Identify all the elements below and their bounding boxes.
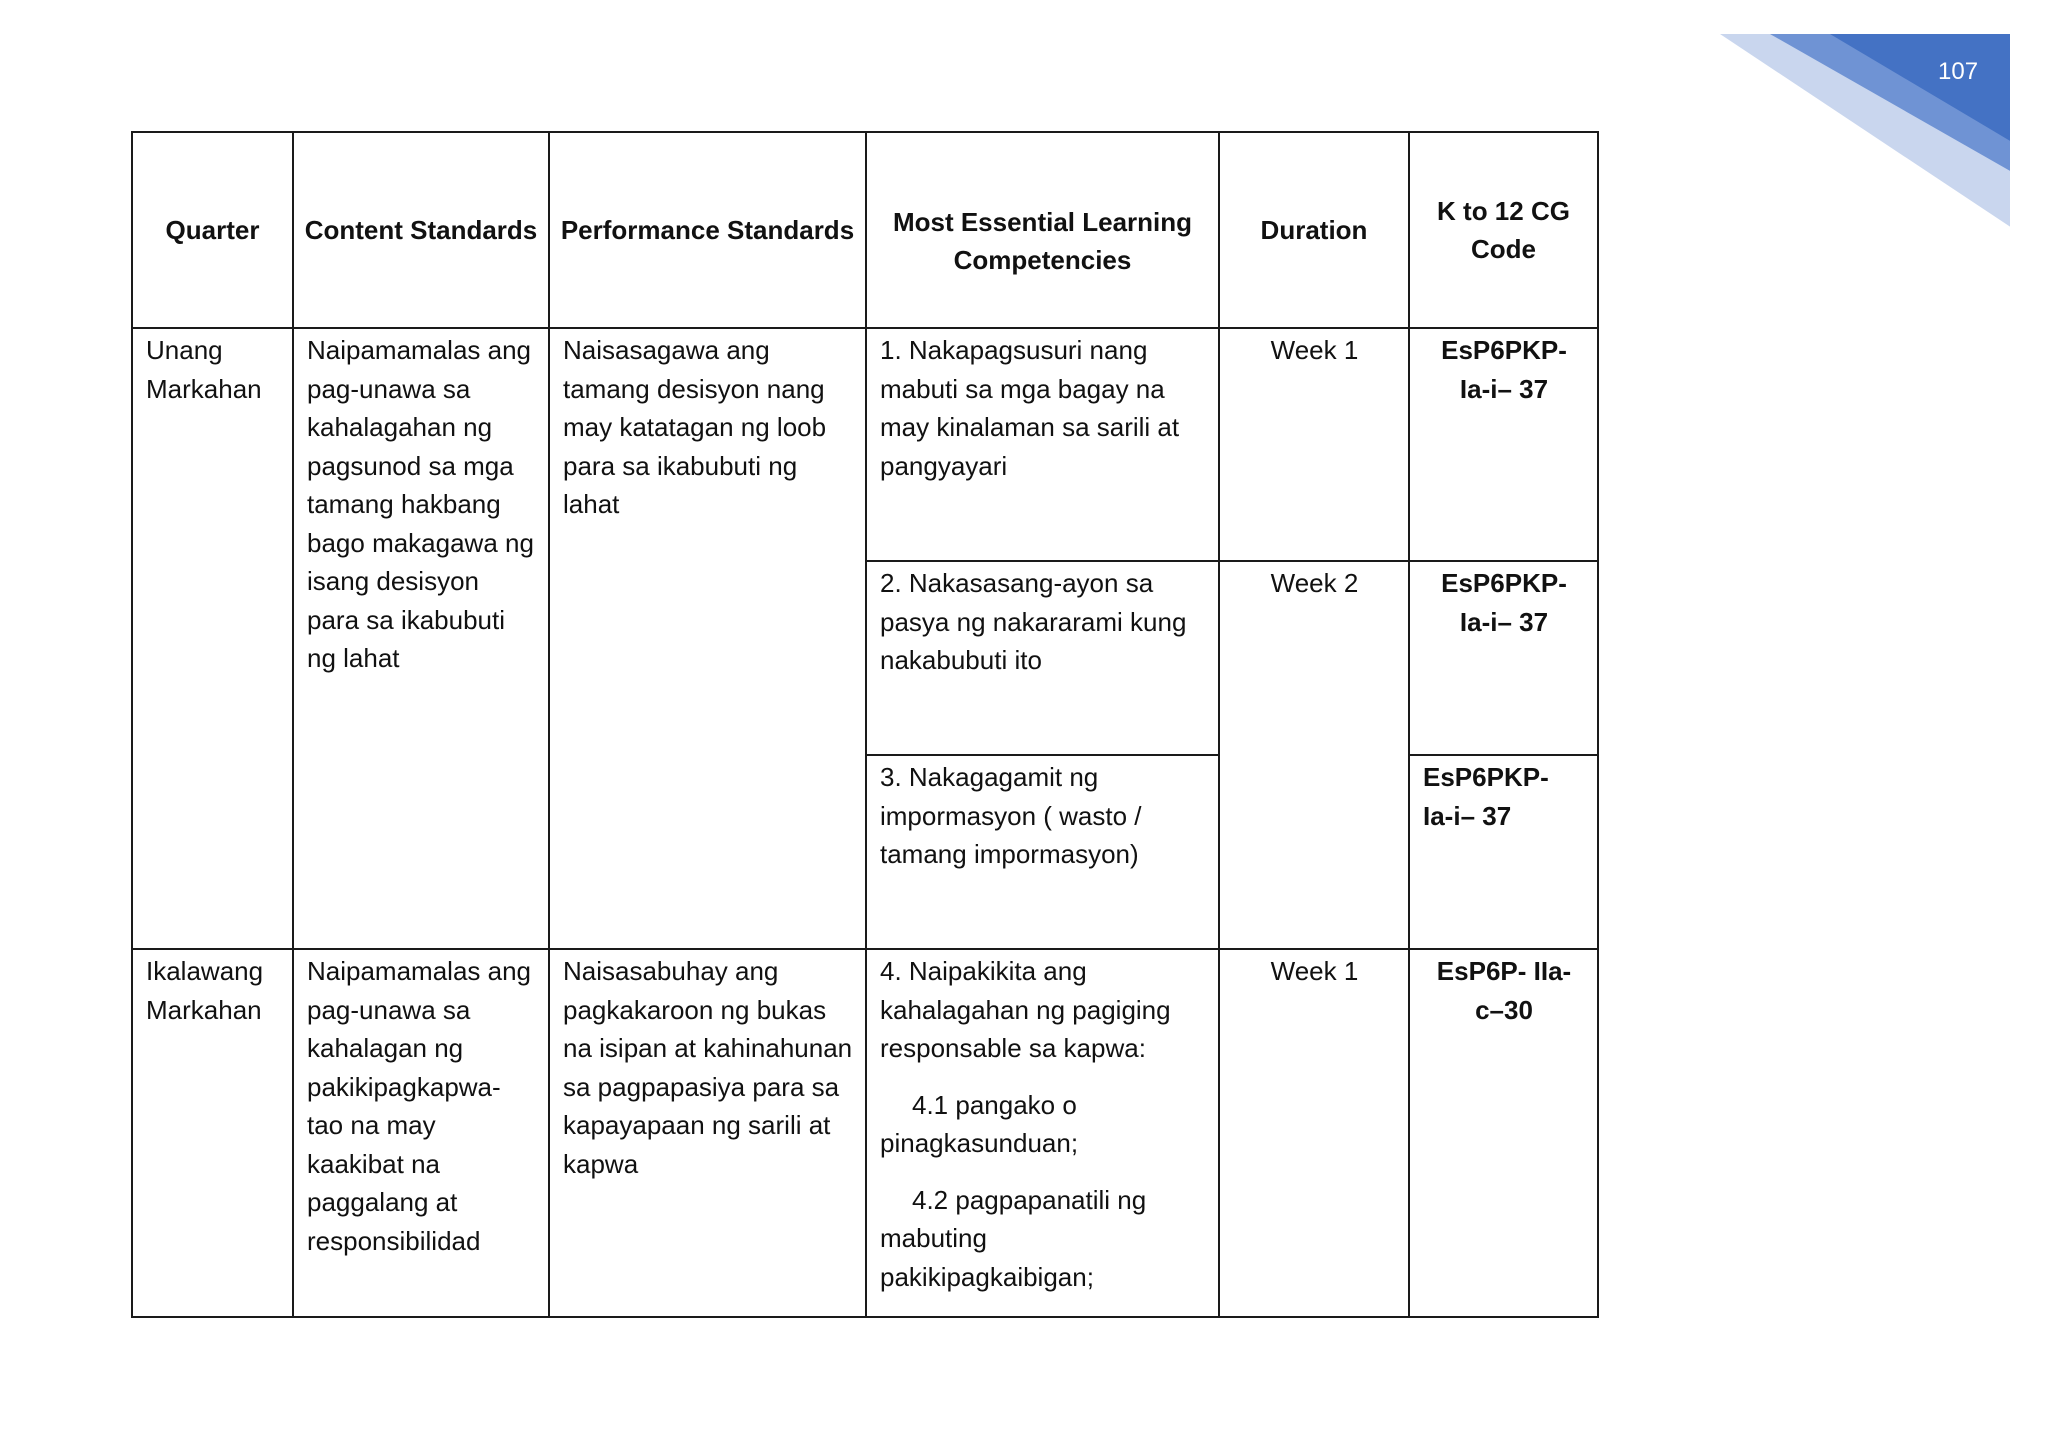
quarter-cell: Unang Markahan	[132, 328, 293, 949]
header-quarter: Quarter	[132, 132, 293, 328]
table-row	[132, 949, 1598, 1317]
performance-standards-cell: Naisasagawa ang tamang desisyon nang may katatagan ng loob para sa ikabubuti ng lahat	[549, 328, 866, 949]
content-standards-cell: Naipamamalas ang pag-unawa sa kahalagahan ng pagsunod sa mga tamang hakbang bago makagawa ng isang desisyon para sa ikabubuti ng lahat	[293, 328, 549, 949]
code-cell: EsP6PKP- Ia-i– 37	[1409, 755, 1598, 949]
header-competencies: Most Essential Learning Competencies	[866, 132, 1219, 328]
page-number: 107	[1938, 58, 1979, 85]
table-row	[132, 328, 1598, 561]
content-standards-cell: Naipamamalas ang pag-unawa sa kahalagan ng pakikipagkapwa-tao na may kaakibat na paggalang at responsibilidad	[293, 949, 549, 1317]
header-code: K to 12 CG Code	[1409, 132, 1598, 328]
competency-sub-item: 4.2 pagpapanatili ng mabuting pakikipagkaibigan;	[880, 1184, 1147, 1292]
header-duration: Duration	[1219, 132, 1409, 328]
performance-standards-cell: Naisasabuhay ang pagkakaroon ng bukas na isipan at kahinahunan sa pagpapasiya para sa kapayapaan ng sarili at kapwa	[549, 949, 866, 1317]
competency-text: 4. Naipakikita ang kahalagahan ng pagiging responsable sa kapwa:	[880, 956, 1171, 1063]
header-content-standards: Content Standards	[293, 132, 549, 328]
duration-cell: Week 1	[1219, 328, 1409, 561]
duration-cell: Week 1	[1219, 949, 1409, 1317]
code-cell: EsP6P- IIa-c–30	[1409, 949, 1598, 1317]
competency-cell: 2. Nakasasang-ayon sa pasya ng nakararami kung nakabubuti ito	[866, 561, 1219, 755]
curriculum-table	[131, 131, 1599, 1318]
code-cell: EsP6PKP- Ia-i– 37	[1409, 561, 1598, 755]
competency-cell: 3. Nakagagamit ng impormasyon ( wasto / tamang impormasyon)	[866, 755, 1219, 949]
duration-cell: Week 2	[1219, 561, 1409, 949]
competency-cell	[866, 949, 1219, 1317]
code-cell: EsP6PKP- Ia-i– 37	[1409, 328, 1598, 561]
competency-cell: 1. Nakapagsusuri nang mabuti sa mga bagay na may kinalaman sa sarili at pangyayari	[866, 328, 1219, 561]
competency-sub-item: 4.1 pangako o pinagkasunduan;	[880, 1089, 1079, 1158]
header-row	[132, 132, 1598, 328]
quarter-cell: Ikalawang Markahan	[132, 949, 293, 1317]
header-performance-standards: Performance Standards	[549, 132, 866, 328]
